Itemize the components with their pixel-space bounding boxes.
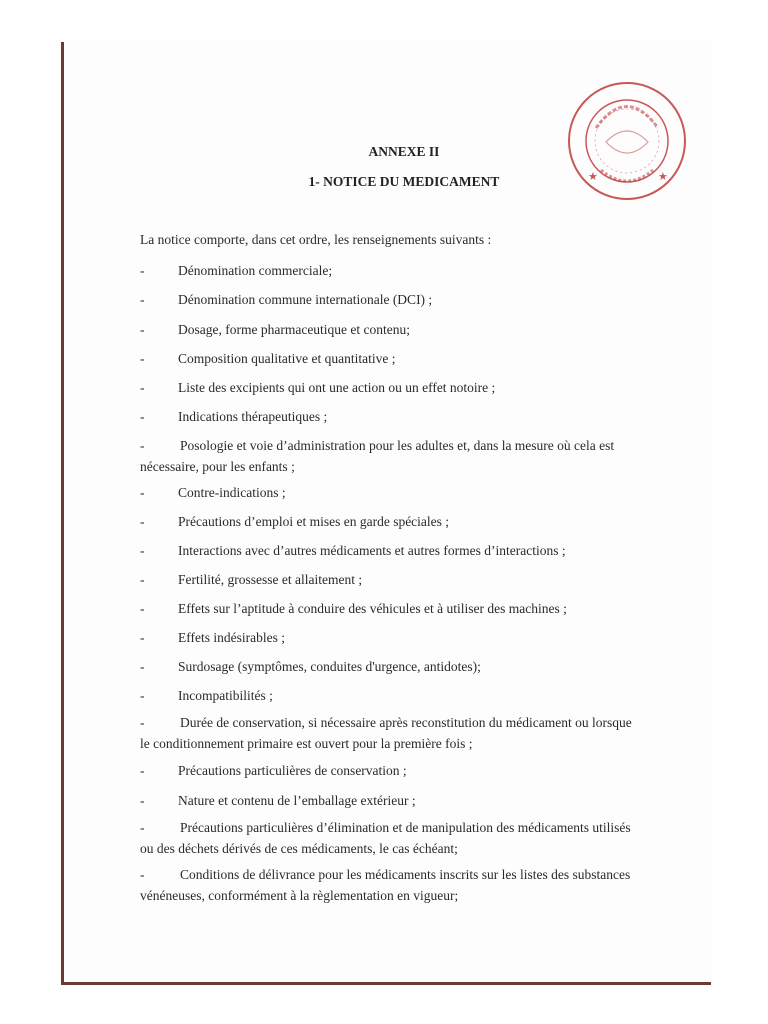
list-item-text: Dosage, forme pharmaceutique et contenu; (178, 322, 411, 337)
list-item (140, 685, 635, 706)
list-item (140, 712, 635, 754)
dash-marker: - (140, 514, 145, 529)
dash-marker: - (140, 601, 145, 616)
dash-marker: - (140, 485, 145, 500)
dash-marker: - (140, 409, 145, 424)
list-item (140, 598, 635, 619)
list-item-text: Effets indésirables ; (178, 630, 285, 645)
list-item (140, 435, 635, 477)
dash-marker: - (140, 630, 145, 645)
list-item-text: Dénomination commune internationale (DCI) ; (178, 292, 433, 307)
list-item-text: Conditions de délivrance pour les médicaments inscrits sur les listes des substances vénéneuses, conformément à la règlementation en vigueur; (140, 867, 631, 903)
list-item-text: Dénomination commerciale; (178, 263, 333, 278)
annex-heading: ANNEXE II (368, 144, 440, 159)
notice-title: 1- NOTICE DU MEDICAMENT (308, 174, 500, 189)
dash-marker: - (140, 380, 145, 395)
list-item-text: Effets sur l’aptitude à conduire des véhicules et à utiliser des machines ; (178, 601, 567, 616)
dash-marker: - (140, 438, 145, 453)
list-item-text: Liste des excipients qui ont une action ou un effet notoire ; (178, 380, 496, 395)
list-item (140, 864, 635, 906)
list-item (140, 511, 635, 532)
list-item (140, 348, 635, 369)
dash-marker: - (140, 659, 145, 674)
list-item (140, 790, 635, 811)
list-item-text: Nature et contenu de l’emballage extérieur ; (178, 793, 416, 808)
dash-marker: - (140, 292, 145, 307)
list-item-text: Fertilité, grossesse et allaitement ; (178, 572, 363, 587)
dash-marker: - (140, 715, 145, 730)
list-item-text: Contre-indications ; (178, 485, 286, 500)
list-item-text: Interactions avec d’autres médicaments et autres formes d’interactions ; (178, 543, 566, 558)
svg-text:★: ★ (658, 171, 668, 183)
list-item (140, 377, 635, 398)
list-item (140, 760, 635, 781)
list-item-text: Précautions particulières de conservation ; (178, 763, 407, 778)
dash-marker: - (140, 543, 145, 558)
list-item-text: Précautions d’emploi et mises en garde spéciales ; (178, 514, 450, 529)
list-item (140, 406, 635, 427)
list-item (140, 319, 635, 340)
dash-marker: - (140, 820, 145, 835)
dash-marker: - (140, 867, 145, 882)
list-item-text: Indications thérapeutiques ; (178, 409, 328, 424)
list-item (140, 569, 635, 590)
list-item-text: Posologie et voie d’administration pour les adultes et, dans la mesure où cela est nécessaire, pour les enfants ; (140, 438, 615, 474)
dash-marker: - (140, 688, 145, 703)
list-item-text: Précautions particulières d’élimination et de manipulation des médicaments utilisés ou des déchets dérivés de ces médicaments, le cas échéant; (140, 820, 631, 856)
dash-marker: - (140, 263, 145, 278)
list-item (140, 289, 635, 310)
list-item (140, 627, 635, 648)
dash-marker: - (140, 763, 145, 778)
list-item-text: Durée de conservation, si nécessaire après reconstitution du médicament ou lorsque le conditionnement primaire est ouvert pour la première fois ; (140, 715, 632, 751)
list-item-text: Incompatibilités ; (178, 688, 273, 703)
list-item (140, 817, 635, 859)
svg-text:★: ★ (588, 171, 598, 183)
list-item (140, 260, 635, 281)
list-item (140, 540, 635, 561)
dash-marker: - (140, 793, 145, 808)
list-item-text: Composition qualitative et quantitative ; (178, 351, 396, 366)
list-item (140, 482, 635, 503)
dash-marker: - (140, 322, 145, 337)
dash-marker: - (140, 351, 145, 366)
intro-text: La notice comporte, dans cet ordre, les renseignements suivants : (140, 232, 492, 247)
list-item (140, 656, 635, 677)
dash-marker: - (140, 572, 145, 587)
list-item-text: Surdosage (symptômes, conduites d'urgence, antidotes); (178, 659, 481, 674)
